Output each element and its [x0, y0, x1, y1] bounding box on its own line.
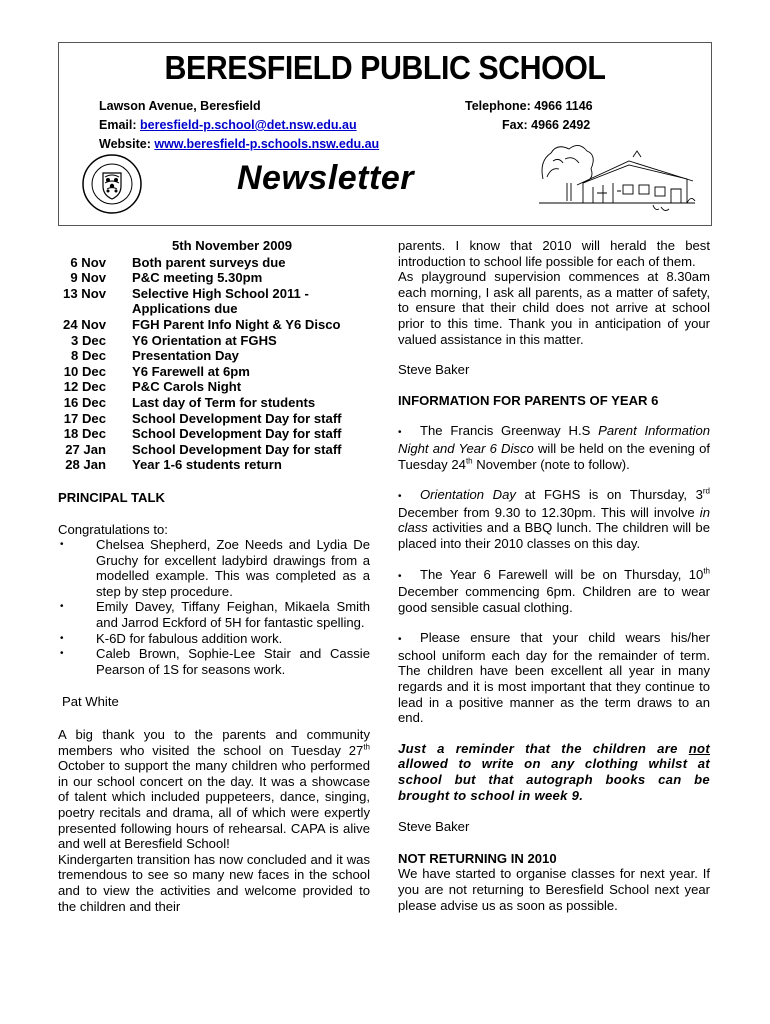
key-dates — [58, 238, 370, 473]
date-row — [58, 333, 370, 349]
kindergarten-paragraph: Kindergarten transition has now concluded and it was tremendous to see so many new faces in the school and to view the activities and welcome provided to the children and their — [58, 851, 370, 914]
event-cell: FGH Parent Info Night & Y6 Disco — [132, 316, 341, 332]
school-fax: Fax: 4966 2492 — [502, 118, 591, 132]
school-address: Lawson Avenue, Beresfield — [99, 99, 261, 113]
event-cell: P&C Carols Night — [132, 379, 242, 395]
date-cell: 13 Nov — [63, 285, 106, 301]
date-cell: 3 Dec — [71, 332, 106, 348]
year6-orientation-day: • Orientation Day at FGHS is on Thursday, 3rd December from 9.30 to 12.30pm. This will involve in class activities and a BBQ lunch. The children will be placed into their 2010 classes on this day. — [398, 486, 710, 551]
event-cell: Selective High School 2011 - Applications due — [132, 285, 309, 317]
bullet-icon: • — [398, 427, 402, 439]
steve-baker-signoff-2: Steve Baker — [398, 819, 470, 835]
school-telephone: Telephone: 4966 1146 — [465, 99, 593, 113]
event-cell: Y6 Farewell at 6pm — [132, 363, 250, 379]
date-cell: 12 Dec — [63, 379, 106, 395]
email-label: Email: — [99, 118, 137, 132]
bullet-icon: • — [398, 570, 402, 582]
list-item — [58, 646, 370, 677]
newsletter-date: 5th November 2009 — [171, 238, 293, 253]
date-cell: 16 Dec — [63, 394, 106, 410]
date-cell: 10 Dec — [63, 363, 106, 379]
date-row — [58, 348, 370, 364]
kindergarten-paragraph-continued: parents. I know that 2010 will herald the best introduction to school life possible for each of them. — [398, 238, 710, 269]
congratulations-intro: Congratulations to: — [58, 521, 168, 537]
steve-baker-signoff-1: Steve Baker — [398, 362, 470, 378]
school-building-drawing — [537, 139, 697, 219]
date-row — [58, 411, 370, 427]
date-cell: 28 Jan — [65, 457, 106, 473]
school-name: BERESFIELD PUBLIC SCHOOL — [164, 49, 606, 86]
school-crest-logo — [81, 153, 143, 215]
event-cell: School Development Day for staff — [132, 410, 342, 426]
website-label: Website: — [99, 137, 151, 151]
bullet-icon: • — [60, 632, 64, 644]
event-cell: Year 1-6 students return — [132, 457, 282, 473]
list-item — [58, 631, 370, 647]
date-row — [58, 395, 370, 411]
event-cell: P&C meeting 5.30pm — [132, 270, 263, 286]
bullet-icon: • — [398, 491, 402, 503]
date-cell: 18 Dec — [63, 426, 106, 442]
date-cell: 17 Dec — [63, 410, 106, 426]
date-row — [58, 270, 370, 286]
playground-paragraph: As playground supervision commences at 8.30am each morning, I ask all parents, as a matter of safety, to ensure that their child does not arrive at school prior to this time. Thank you in anticipation of your valued assistance in this matter. — [398, 269, 710, 347]
bullet-icon: • — [60, 539, 64, 551]
date-cell: 24 Nov — [63, 316, 106, 332]
event-cell: Both parent surveys due — [132, 254, 286, 270]
newsletter-title: Newsletter — [237, 159, 414, 197]
event-cell: School Development Day for staff — [132, 426, 342, 442]
email-link[interactable]: beresfield-p.school@det.nsw.edu.au — [140, 118, 357, 132]
not-returning-body: We have started to organise classes for next year. If you are not returning to Beresfield School next year please advise us as soon as possible. — [398, 866, 710, 913]
website-link[interactable]: www.beresfield-p.schools.nsw.edu.au — [154, 137, 380, 151]
date-row — [58, 255, 370, 271]
list-item-text: Caleb Brown, Sophie-Lee Stair and Cassie Pearson of 1S for seasons work. — [96, 646, 370, 677]
website-line — [99, 137, 379, 151]
event-cell: School Development Day for staff — [132, 441, 342, 457]
date-row — [58, 379, 370, 395]
clothing-reminder: Just a reminder that the children are not allowed to write on any clothing whilst at school but that autograph books can be brought to school in week 9. — [398, 740, 710, 803]
date-row — [58, 442, 370, 458]
year6-parent-night: • The Francis Greenway H.S Parent Information Night and Year 6 Disco will be held on the evening of Tuesday 24th November (note to follow). — [398, 423, 711, 472]
principal-talk-heading: PRINCIPAL TALK — [58, 489, 165, 505]
date-row — [58, 286, 370, 317]
bullet-icon: • — [60, 601, 64, 613]
email-line — [99, 118, 357, 132]
not-returning-heading: NOT RETURNING IN 2010 — [398, 850, 557, 866]
date-row — [58, 317, 370, 333]
event-cell: Last day of Term for students — [132, 394, 316, 410]
congratulations-list — [58, 537, 370, 677]
bullet-icon: • — [60, 648, 64, 660]
right-column — [398, 238, 710, 913]
list-item — [58, 599, 370, 630]
date-row — [58, 364, 370, 380]
list-item-text: Chelsea Shepherd, Zoe Needs and Lydia De Gruchy for excellent ladybird drawings from a modelled example. This was completed as a step by step procedure. — [96, 537, 370, 599]
date-cell: 6 Nov — [70, 254, 106, 270]
date-cell: 27 Jan — [65, 441, 106, 457]
list-item-text: K-6D for fabulous addition work. — [96, 630, 283, 646]
date-row — [58, 426, 370, 442]
date-row — [58, 457, 370, 473]
newsletter-header — [58, 42, 712, 226]
date-cell: 8 Dec — [71, 348, 106, 364]
date-cell: 9 Nov — [70, 270, 106, 286]
event-cell: Y6 Orientation at FGHS — [132, 332, 277, 348]
left-column — [58, 238, 370, 914]
principal-signoff: Pat White — [62, 694, 119, 710]
school-uniform-note: • Please ensure that your child wears his/her school uniform each day for the remainder of term. The children have been excellent all year in many regards and it is most important that they continue to lead in a positive manner as the term draws to an end. — [398, 630, 710, 726]
list-item — [58, 537, 370, 599]
year6-farewell: • The Year 6 Farewell will be on Thursday, 10th December commencing 6pm. Children are to wear good sensible casual clothing. — [398, 566, 710, 615]
list-item-text: Emily Davey, Tiffany Feighan, Mikaela Smith and Jarrod Eckford of 5H for fantastic spelling. — [96, 599, 370, 631]
year6-heading: INFORMATION FOR PARENTS OF YEAR 6 — [398, 392, 659, 408]
bullet-icon: • — [398, 634, 402, 646]
concert-thanks-paragraph: A big thank you to the parents and community members who visited the school on Tuesday 27th October to support the many children who performed in our school concert on the day. It was a showcase of talent which included puppeteers, dance, singing, poetry recitals and drama, all of which were expertly presented following hours of rehearsal. CAPA is alive and well at Beresfield School! — [58, 727, 370, 852]
event-cell: Presentation Day — [132, 348, 239, 364]
